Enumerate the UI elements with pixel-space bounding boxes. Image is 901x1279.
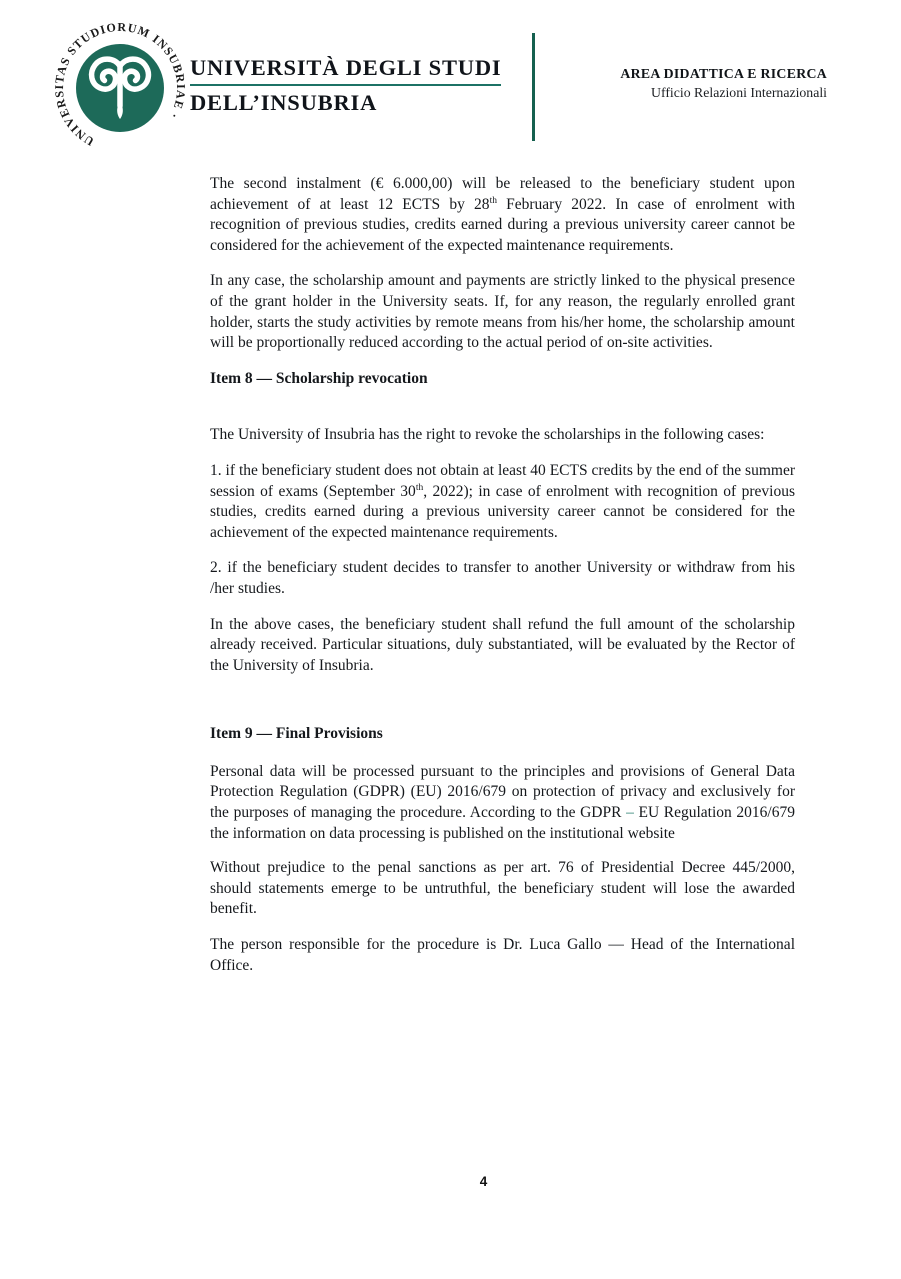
office-unit-label: Ufficio Relazioni Internazionali bbox=[651, 85, 827, 100]
paragraph-text: , 2022); in case of enrolment with recognition of previous studies, credits earned during a previous university career cannot be considered for the achievement of the expected maintenance requirements. bbox=[210, 482, 795, 541]
paragraph-case-1 bbox=[210, 461, 795, 543]
university-name-line1: UNIVERSITÀ DEGLI STUDI bbox=[190, 55, 501, 86]
paragraph-case-2: 2. if the beneficiary student decides to transfer to another University or withdraw from his /her studies. bbox=[210, 559, 795, 597]
paragraph-responsible-person: The person responsible for the procedure is Dr. Luca Gallo — Head of the International Office. bbox=[210, 936, 795, 974]
university-seal-icon bbox=[50, 18, 190, 158]
seal-ring-text: UNIVERSITAS STUDIORUM INSUBRIAE · bbox=[51, 19, 189, 149]
paragraph-gdpr bbox=[210, 762, 795, 844]
heading-item-8: Item 8 — Scholarship revocation bbox=[210, 369, 428, 387]
paragraph-text: Personal data will be processed pursuant to the principles and provisions of General Data Protection Regulation (GDPR) (EU) 2016/679 on protection of privacy and exclusively for the purposes of managing the procedure. According to the GDPR bbox=[210, 762, 795, 822]
university-name bbox=[190, 55, 501, 116]
paragraph-refund: In the above cases, the beneficiary student shall refund the full amount of the scholarship already received. Particular situations, duly substantiated, will be evaluated by the Rector of the University of Insubria. bbox=[210, 615, 795, 674]
accent-dash: – bbox=[626, 804, 634, 822]
university-logo bbox=[50, 18, 190, 158]
office-block bbox=[620, 66, 827, 101]
university-name-line2: DELL’INSUBRIA bbox=[190, 90, 378, 115]
paragraph-text: EU Regulation 2016/679 the information on data processing is published on the institutional website bbox=[210, 804, 795, 842]
ordinal-superscript: th bbox=[415, 482, 424, 493]
header-divider bbox=[532, 33, 535, 141]
paragraph-revocation-intro: The University of Insubria has the right to revoke the scholarships in the following cases: bbox=[210, 426, 765, 444]
paragraph-physical-presence: In any case, the scholarship amount and payments are strictly linked to the physical presence of the grant holder in the University seats. If, for any reason, the regularly enrolled grant holder, starts the study activities by remote means from his/her home, the scholarship amount will be proportionally reduced according to the actual period of on-site activities. bbox=[210, 272, 795, 352]
heading-item-9: Item 9 — Final Provisions bbox=[210, 725, 383, 743]
paragraph-text: 1. if the beneficiary student does not obtain at least 40 ECTS credits by the end of the summer session of exams (September 30 bbox=[210, 461, 795, 500]
paragraph-text: The second instalment (€ 6.000,00) will be released to the beneficiary student upon achievement of at least 12 ECTS by 28 bbox=[210, 175, 795, 213]
page-number: 4 bbox=[479, 1174, 488, 1189]
office-area-label: AREA DIDATTICA E RICERCA bbox=[620, 66, 827, 81]
paragraph-text: February 2022. In case of enrolment with recognition of previous studies, credits earned during a previous university career cannot be considered for the achievement of the expected maintenance requirements. bbox=[210, 195, 796, 254]
document-body bbox=[210, 174, 795, 991]
paragraph-sanctions: Without prejudice to the penal sanctions as per art. 76 of Presidential Decree 445/2000, should statements emerge to be untruthful, the beneficiary student will lose the awarded benefit. bbox=[210, 859, 795, 918]
paragraph-second-instalment bbox=[210, 174, 795, 256]
ordinal-superscript: th bbox=[489, 195, 497, 206]
